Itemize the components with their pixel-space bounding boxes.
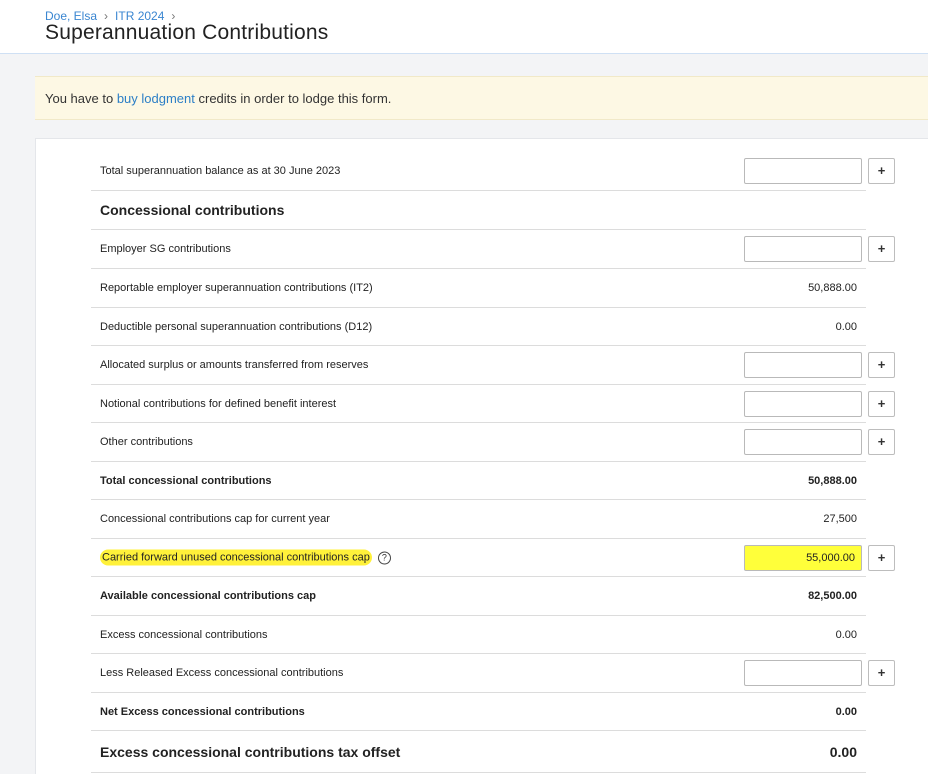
add-detail-button[interactable]: + [868, 545, 895, 571]
other-contributions-input[interactable] [744, 429, 862, 455]
row-label-text: Available concessional contributions cap [100, 590, 316, 602]
form-row-total-concessional-contributions [91, 462, 866, 500]
form-row-reportable-employer-superannuation-contributions [91, 269, 866, 308]
row-label [100, 436, 193, 448]
row-label [100, 706, 305, 718]
breadcrumb-separator: › [171, 9, 176, 23]
row-label [100, 243, 231, 255]
row-label-text: Total concessional contributions [100, 474, 272, 487]
add-detail-button[interactable]: + [868, 352, 895, 378]
form-row-available-concessional-contributions-cap [91, 577, 866, 616]
row-label-text: Excess concessional contributions tax offset [100, 743, 401, 760]
contributions-panel [35, 138, 928, 774]
add-detail-button[interactable]: + [868, 391, 895, 417]
row-label [100, 744, 400, 760]
allocated-surplus-or-amounts-transferred-from-reserves-input[interactable] [744, 352, 862, 378]
row-label [100, 359, 368, 371]
row-value: 50,888.00 [808, 474, 857, 487]
row-value: 0.00 [835, 320, 857, 333]
page-title: Superannuation Contributions [45, 21, 329, 44]
row-label [100, 551, 391, 564]
employer-sg-contributions-input[interactable] [744, 236, 862, 262]
row-label-text: Carried forward unused concessional contributions cap [102, 551, 370, 564]
add-detail-button[interactable]: + [868, 158, 895, 184]
less-released-excess-concessional-contributions-input[interactable] [744, 660, 862, 686]
total-superannuation-balance-as-at-30-june-2023-input[interactable] [744, 158, 862, 184]
form-row-notional-contributions-for-defined-benefit-interest [91, 385, 886, 423]
form-row-concessional-contributions [91, 191, 866, 230]
row-label [100, 667, 343, 679]
form-row-excess-concessional-contributions-tax-offset [91, 731, 866, 773]
row-label-text: Allocated surplus or amounts transferred from reserves [100, 359, 369, 371]
form-row-deductible-personal-superannuation-contributions [91, 308, 866, 346]
form-row-net-excess-concessional-contributions [91, 693, 866, 731]
row-value: 50,888.00 [808, 282, 857, 294]
row-label [100, 475, 272, 487]
row-label-text: Excess concessional contributions [100, 628, 268, 641]
lodgment-alert [35, 76, 928, 120]
row-value: 27,500 [823, 513, 857, 525]
row-label-text: Reportable employer superannuation contributions (IT2) [100, 282, 373, 294]
row-label-text: Notional contributions for defined benefit interest [100, 397, 337, 410]
add-detail-button[interactable]: + [868, 660, 895, 686]
help-icon[interactable]: ? [378, 551, 391, 564]
row-value: 0.00 [829, 743, 857, 760]
row-label-text: Employer SG contributions [100, 243, 231, 255]
row-label [100, 629, 268, 641]
row-label [100, 590, 316, 602]
row-value: 0.00 [835, 628, 857, 641]
form-row-allocated-surplus-or-amounts-transferred-from-reserves [91, 346, 886, 385]
row-value: 82,500.00 [808, 590, 857, 602]
add-detail-button[interactable]: + [868, 429, 895, 455]
row-label [100, 202, 284, 218]
row-label-text: Other contributions [100, 436, 193, 448]
form-row-excess-concessional-contributions [91, 616, 866, 654]
contributions-form [91, 152, 886, 773]
form-row-other-contributions [91, 423, 886, 462]
row-value: 0.00 [835, 705, 857, 718]
row-label [100, 513, 330, 525]
form-row-employer-sg-contributions [91, 230, 886, 269]
row-label-text: Concessional contributions cap for current year [100, 513, 330, 525]
breadcrumb-separator: › [104, 9, 109, 23]
carried-forward-unused-concessional-contributions-cap-input[interactable] [744, 545, 862, 571]
form-row-carried-forward-unused-concessional-contributions-cap [91, 539, 886, 577]
alert-text-after: credits in order to lodge this form. [194, 91, 392, 106]
buy-lodgment-link[interactable]: buy lodgment [116, 91, 195, 106]
row-label [100, 165, 340, 177]
notional-contributions-for-defined-benefit-interest-input[interactable] [744, 391, 862, 417]
form-row-total-superannuation-balance-as-at-30-june-2023 [91, 152, 886, 191]
alert-text-before: You have to [45, 91, 117, 106]
row-label-text: Total superannuation balance as at 30 June 2023 [100, 165, 341, 177]
form-row-less-released-excess-concessional-contributions [91, 654, 886, 693]
form-row-concessional-contributions-cap-for-current-year [91, 500, 866, 539]
row-label-text: Deductible personal superannuation contributions (D12) [100, 320, 373, 333]
add-detail-button[interactable]: + [868, 236, 895, 262]
row-label-text: Concessional contributions [100, 202, 285, 218]
header-bar [0, 0, 928, 54]
row-label-text: Net Excess concessional contributions [100, 705, 305, 718]
row-label-text: Less Released Excess concessional contributions [100, 667, 344, 679]
row-label [100, 398, 336, 410]
breadcrumb-client[interactable]: Doe, Elsa [45, 9, 98, 23]
row-label [100, 321, 372, 333]
breadcrumb-return[interactable]: ITR 2024 [115, 9, 165, 23]
row-label [100, 282, 373, 294]
